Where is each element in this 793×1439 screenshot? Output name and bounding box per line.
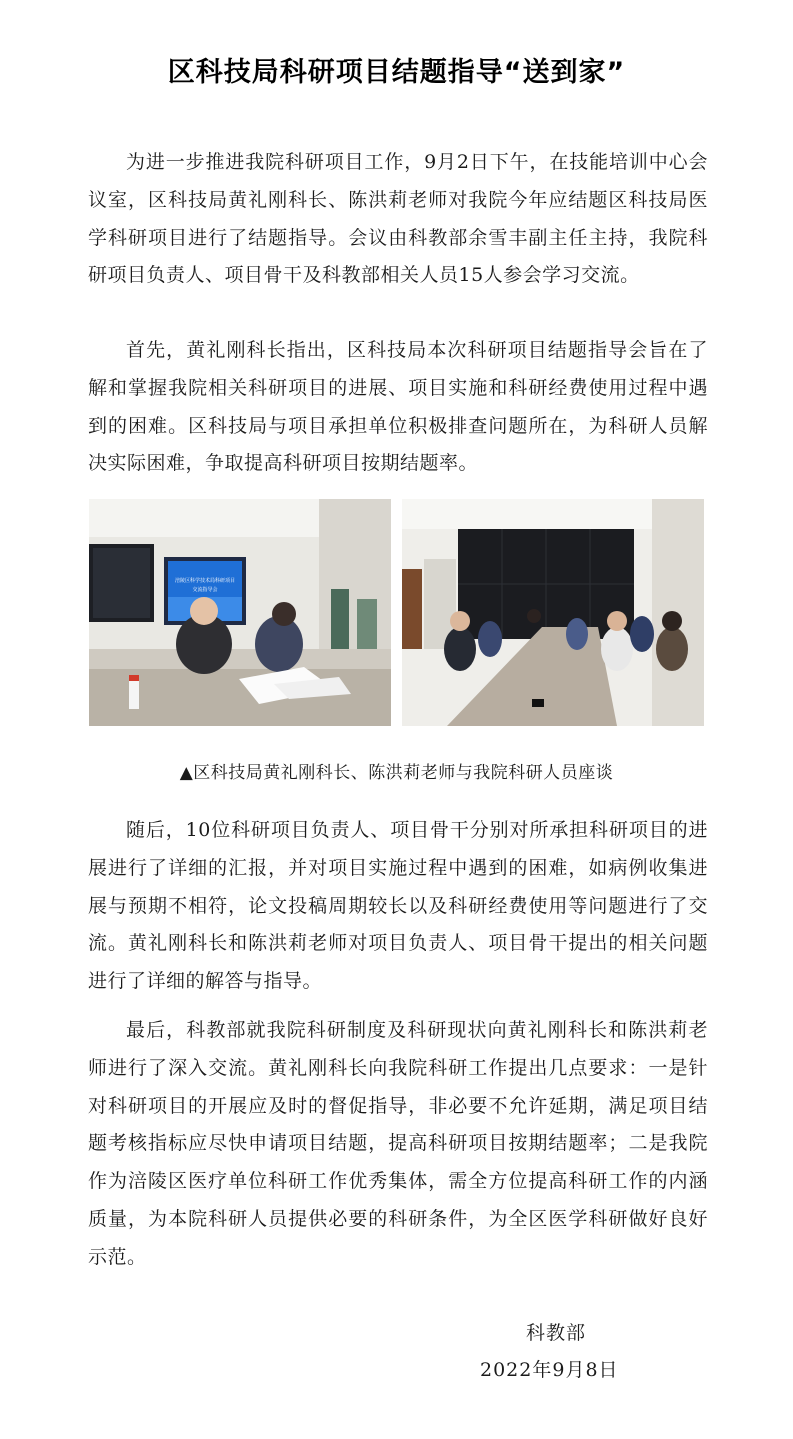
article-paragraph-2: 首先，黄礼刚科长指出，区科技局本次科研项目结题指导会旨在了解和掌握我院相关科研项目的进展、项目实施和科研经费使用过程中遇到的困难。区科技局与项目承担单位积极排查问题所在，为科研人员解决实际困难，争取提高科研项目按期结题率。 bbox=[88, 339, 708, 475]
meeting-photo-right bbox=[402, 499, 704, 726]
article-paragraph-4: 最后，科教部就我院科研制度及科研现状向黄礼刚科长和陈洪莉老师进行了深入交流。黄礼刚科长向我院科研工作提出几点要求：一是针对科研项目的开展应及时的督促指导，非必要不允许延期，满足项目结题考核指标应尽快申请项目结题，提高科研项目按期结题率；二是我院作为涪陵区医疗单位科研工作优秀集体，需全方位提高科研工作的内涵质量，为本院科研人员提供必要的科研条件，为全区医学科研做好良好示范。 bbox=[88, 1019, 708, 1268]
article-paragraph-3: 随后，10位科研项目负责人、项目骨干分别对所承担科研项目的进展进行了详细的汇报，并对项目实施过程中遇到的困难，如病例收集进展与预期不相符，论文投稿周期较长以及科研经费使用等问题进行了交流。黄礼刚科长和陈洪莉老师对项目负责人、项目骨干提出的相关问题进行了详细的解答与指导。 bbox=[88, 819, 708, 993]
signature-department: 科教部 bbox=[526, 1322, 587, 1344]
screen-text-line-2: 交流指导会 bbox=[192, 587, 218, 593]
signature-date: 2022年9月8日 bbox=[480, 1359, 619, 1381]
article-title: 区科技局科研项目结题指导“送到家” bbox=[167, 57, 626, 88]
meeting-photo-left bbox=[89, 499, 391, 726]
article-paragraph-1: 为进一步推进我院科研项目工作，9月2日下午，在技能培训中心会议室，区科技局黄礼刚科长、陈洪莉老师对我院今年应结题区科技局医学科研项目进行了结题指导。会议由科教部余雪丰副主任主持，我院科研项目负责人、项目骨干及科教部相关人员15人参会学习交流。 bbox=[88, 151, 708, 287]
screen-text-line-1: 涪陵区科学技术局科研项目 bbox=[174, 578, 236, 584]
photo-caption: ▲区科技局黄礼刚科长、陈洪莉老师与我院科研人员座谈 bbox=[179, 763, 614, 783]
